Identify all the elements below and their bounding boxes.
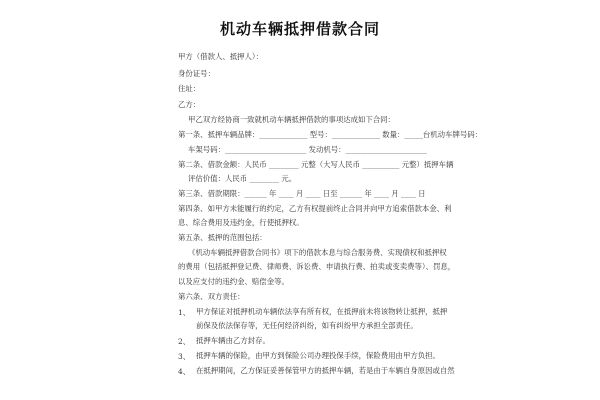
- clause-3-line: 第三条、借款期限：______ 年 ____ 月 ____ 日至 ______ 年 ____ 月 ____ 日: [178, 189, 426, 198]
- item-1-text: 甲方保证对抵押机动车辆依法享有所有权，在抵押前未将该物转让抵押，抵押: [196, 307, 448, 316]
- clause-4-line: 第四条、如甲方未能履行的约定，乙方有权提前终止合同并向甲方追索借款本金、利: [178, 204, 452, 213]
- clause-2-line: 第二条、借款金额：人民币 ________ 元整（大写人民币 __________ 元整）抵押车辆: [178, 160, 454, 169]
- clause-4-line-2: 息、综合费用及违约金，行使抵押权。: [178, 218, 304, 227]
- clause-5-line-2: 《机动车辆抵押借款合同书》项下的借款本息与综合服务费、实现债权和抵押权: [188, 248, 447, 257]
- clause-5-line: 第五条、抵押的范围包括：: [178, 233, 267, 242]
- item-number: 2、: [178, 337, 191, 346]
- item-number: 1、: [178, 308, 191, 317]
- item-number: 3、: [178, 352, 191, 361]
- preamble-line: 甲乙双方经协商一致就机动车辆抵押借款的事项达成如下合同：: [188, 115, 395, 124]
- clause-2-line-2: 评估价值：人民币 ________ 元。: [188, 174, 297, 183]
- item-2-text: 抵押车辆由乙方封存。: [196, 336, 270, 345]
- item-number: 4、: [178, 367, 191, 376]
- clause-5-line-3: 的费用（包括抵押登记费、律师费、诉讼费、申请执行费、拍卖或变卖费等）、罚息，: [178, 262, 456, 271]
- item-3-text: 抵押车辆的保险，由甲方到保险公司办理投保手续，保险费用由甲方负担。: [196, 351, 440, 360]
- document-title: 机动车辆抵押借款合同: [219, 20, 380, 38]
- item-4-text: 在抵押期间，乙方保证妥善保管甲方的抵押车辆，若是由于车辆自身原因或自然: [196, 366, 455, 375]
- clause-1-line-2: 车架号码：______________________ 发动机号：______________________: [188, 145, 427, 154]
- clause-6-line: 第六条、双方责任：: [178, 292, 245, 301]
- address-line: 住址：: [178, 84, 201, 93]
- clause-1-line: 第一条、抵押车辆品牌：_____________ 型号：_____________ 数量：_____台机动车牌号码：: [178, 130, 483, 139]
- clause-5-line-4: 以及应支付的违约金、赔偿金等。: [178, 277, 289, 286]
- id-number-line: 身份证号：: [178, 69, 215, 78]
- item-1-text-2: 前保及依法保存等，无任何经济纠纷，如有纠纷甲方承担全部责任。: [196, 321, 418, 330]
- party-a-line: 甲方（借款人、抵押人）：: [178, 52, 263, 61]
- party-b-line: 乙方：: [178, 100, 201, 109]
